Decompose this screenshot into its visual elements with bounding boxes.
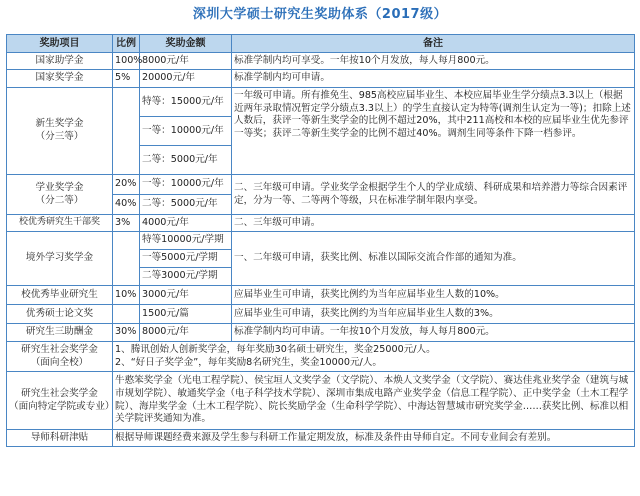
- item-cell: 研究生社会奖学金 （面向特定学院或专业）: [7, 372, 113, 430]
- table-row: [7, 215, 635, 232]
- ratio-cell: 10%: [113, 286, 140, 305]
- item-cell: 国家助学金: [7, 53, 113, 70]
- ratio-cell: 5%: [113, 70, 140, 88]
- header-item: 奖助项目: [7, 35, 113, 53]
- ratio-cell: 30%: [113, 324, 140, 342]
- remark-cell: 二、三年级可申请。学业奖学金根据学生个人的学业成绩、科研成果和培养潜力等综合因素评定，分为一等、二等两个等级，只在标准学制年限内享受。: [232, 175, 635, 215]
- header-ratio: 比例: [113, 35, 140, 53]
- header-amount: 奖助金额: [140, 35, 232, 53]
- remark-cell: 应届毕业生可申请，获奖比例约为当年应届毕业生人数的10%。: [232, 286, 635, 305]
- ratio-cell: 20%: [113, 175, 140, 195]
- scholarship-table: [6, 34, 635, 447]
- amount-cell: 20000元/年: [140, 70, 232, 88]
- table-row: [7, 70, 635, 88]
- item-cell: 校优秀研究生干部奖: [7, 215, 113, 232]
- remark-cell: 牛憨笨奖学金（光电工程学院）、侯宝垣人文奖学金（文学院）、本焕人文奖学金（文学院）、赛达佳兆业奖学金（建筑与城市规划学院）、敏通奖学金（电子科学技术学院）、深圳市集成电路产业奖学金（信息工程学院）、正中奖学金（土木工程学院）、海岸奖学金（土木工程学院）、院长奖励学金（生命科学学院）、中海达智慧城市研究奖学金……获奖比例、标准以相关学院评奖通知为准。: [113, 372, 635, 430]
- amount-cell: 一等5000元/学期: [140, 250, 232, 268]
- remark-cell: 根据导师课题经费来源及学生参与科研工作量定期发放，标准及条件由导师自定。不同专业间会有差别。: [113, 430, 635, 447]
- item-cell: 学业奖学金 （分二等）: [7, 175, 113, 215]
- item-cell: 新生奖学金 （分三等）: [7, 88, 113, 175]
- table-row: [7, 342, 635, 372]
- item-cell: 校优秀毕业研究生: [7, 286, 113, 305]
- remark-cell: 应届毕业生可申请，获奖比例约为当年应届毕业生人数的3%。: [232, 305, 635, 324]
- table-row: [7, 232, 635, 250]
- remark-cell: 标准学制内均可享受。一年按10个月发放，每人每月800元。: [232, 53, 635, 70]
- amount-cell: 二等：5000元/年: [140, 146, 232, 175]
- page-title: 深圳大学硕士研究生奖助体系（2017级）: [192, 7, 448, 22]
- amount-cell: 一等：10000元/年: [140, 175, 232, 195]
- header-remark: 备注: [232, 35, 635, 53]
- ratio-cell: [113, 88, 140, 175]
- table-row: [7, 305, 635, 324]
- amount-cell: 特等：15000元/年: [140, 88, 232, 117]
- amount-cell: 8000元/年: [140, 324, 232, 342]
- item-cell: 研究生三助酬金: [7, 324, 113, 342]
- amount-cell: 3000元/年: [140, 286, 232, 305]
- table-row: [7, 286, 635, 305]
- item-cell: 优秀硕士论文奖: [7, 305, 113, 324]
- amount-cell: 4000元/年: [140, 215, 232, 232]
- ratio-cell: [113, 232, 140, 286]
- amount-cell: 二等3000元/学期: [140, 268, 232, 286]
- ratio-cell: [113, 305, 140, 324]
- remark-cell: 标准学制内均可申请。: [232, 70, 635, 88]
- remark-cell: 二、三年级可申请。: [232, 215, 635, 232]
- ratio-cell: 100%: [113, 53, 140, 70]
- table-row: [7, 175, 635, 195]
- header-row: [7, 35, 635, 53]
- remark-cell: 标准学制内均可申请。一年按10个月发放，每人每月800元。: [232, 324, 635, 342]
- amount-cell: 一等：10000元/年: [140, 117, 232, 146]
- item-cell: 研究生社会奖学金 （面向全校）: [7, 342, 113, 372]
- item-cell: 境外学习奖学金: [7, 232, 113, 286]
- item-cell: 导师科研津贴: [7, 430, 113, 447]
- amount-cell: 二等：5000元/年: [140, 195, 232, 215]
- table-row: [7, 53, 635, 70]
- remark-cell: 1、腾讯创始人创新奖学金，每年奖励30名硕士研究生，奖金25000元/人。 2、“好日子奖学金”，每年奖励8名研究生，奖金10000元/人。: [113, 342, 635, 372]
- table-row: [7, 430, 635, 447]
- ratio-cell: 3%: [113, 215, 140, 232]
- item-cell: 国家奖学金: [7, 70, 113, 88]
- amount-cell: 特等10000元/学期: [140, 232, 232, 250]
- amount-cell: 8000元/年: [140, 53, 232, 70]
- table-row: [7, 88, 635, 117]
- remark-cell: 一年级可申请。所有推免生、985高校应届毕业生、本校应届毕业生学分绩点3.3以上（根据近两年录取情况暂定学分绩点3.3以上）的学生直接认定为特等(调剂生认定为一等)；扣除上述人数后，获评一等新生奖学金的比例不超过20%，其中211高校和本校的应届毕业生优先参评一等奖；获评二等新生奖学金的比例不超过40%。调剂生同等条件下降一档参评。: [232, 88, 635, 175]
- table-row: [7, 324, 635, 342]
- table-row: [7, 372, 635, 430]
- ratio-cell: 40%: [113, 195, 140, 215]
- amount-cell: 1500元/篇: [140, 305, 232, 324]
- remark-cell: 一、二年级可申请，获奖比例、标准以国际交流合作部的通知为准。: [232, 232, 635, 286]
